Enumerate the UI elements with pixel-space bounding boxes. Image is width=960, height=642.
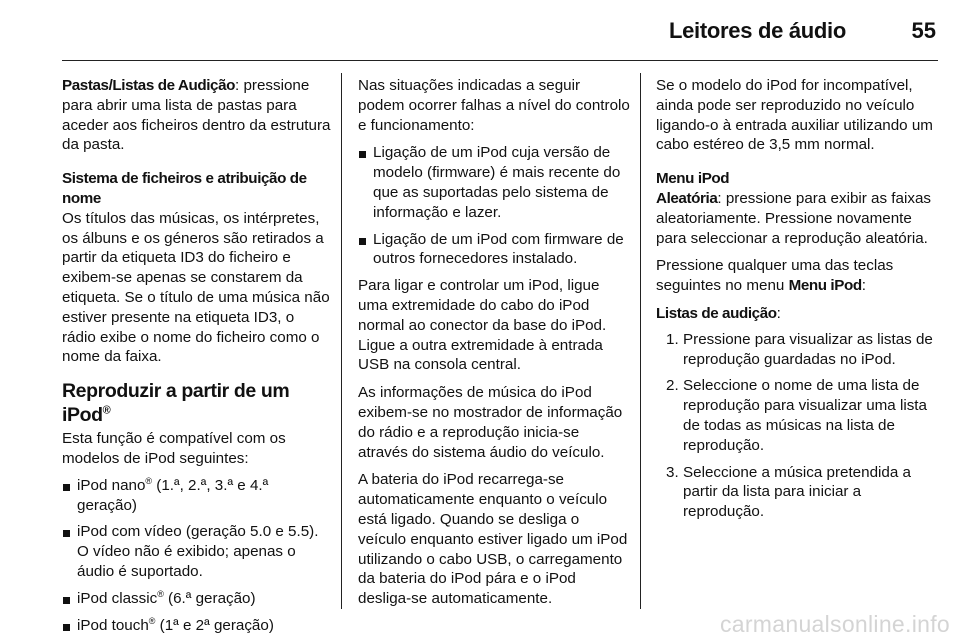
list-item (656, 463, 940, 522)
ipod-compat-intro: Esta função é compatível com os modelos de iPod seguintes: (62, 430, 286, 467)
page-number: 55 (911, 18, 936, 43)
item-text: iPod classic (77, 589, 158, 607)
list-item (656, 376, 940, 455)
folders-text: : pressione para abrir uma lista de pastas para aceder aos ficheiros dentro da estrutura da pasta. (62, 77, 331, 154)
info-paragraph: As informações de música do iPod exibem-se no mostrador de informação do rádio e a reprodução inicia-se através do sistema áudio do veículo. (358, 384, 623, 461)
shuffle-text: : pressione para exibir as faixas aleatoriamente. Pressione novamente para seleccionar a reprodução aleatória. (656, 189, 931, 247)
list-item (358, 143, 630, 222)
failures-intro: Nas situações indicadas a seguir podem ocorrer falhas a nível do controlo e funcionamento: (358, 77, 630, 134)
list-item (62, 589, 332, 609)
filesystem-text: Os títulos das músicas, os intérpretes, os álbuns e os géneros são retirados a partir da etiqueta ID3 do ficheiro e exibem-se apenas se constarem da etiqueta. Se o título de uma música não estiver presente na etiqueta ID3, o rádio exibe o nome do ficheiro como o nome da faixa. (62, 209, 330, 366)
failure-list (358, 143, 630, 269)
header-rule (62, 60, 938, 61)
step-number: 1. (666, 330, 679, 348)
playlist-steps (656, 330, 940, 522)
registered-mark: ® (102, 404, 111, 417)
list-item (62, 476, 332, 516)
ipod-menu-subheading: Menu iPod (656, 170, 730, 188)
list-item (358, 230, 630, 270)
ipod-heading-text: Reproduzir a partir de um iPod (62, 380, 290, 427)
menu-keys-colon: : (861, 277, 866, 295)
playlists-colon: : (776, 304, 781, 322)
bullet-icon (359, 151, 366, 158)
list-item (656, 330, 940, 370)
bullet-icon (359, 238, 366, 245)
item-text: iPod com vídeo (geração 5.0 e 5.5). O vídeo não é exibido; apenas o áudio é suportado. (77, 523, 319, 580)
list-item (62, 522, 332, 581)
registered-mark: ® (148, 615, 156, 626)
item-text: iPod nano (77, 476, 146, 494)
ipod-section-heading (62, 379, 332, 427)
connect-paragraph: Para ligar e controlar um iPod, ligue uma extremidade do cabo do iPod normal ao conector da base do iPod. Ligue a outra extremidade à entrada USB na consola central. (358, 277, 607, 374)
registered-mark: ® (145, 475, 153, 486)
item-text: (6.ª geração) (163, 589, 256, 607)
folders-term: Pastas/Listas de Audição (62, 77, 235, 94)
column-divider-1 (341, 73, 342, 609)
step-text: Seleccione o nome de uma lista de reprodução para visualizar uma lista de todas as músicas na lista de reprodução. (683, 377, 927, 454)
watermark-text: carmanualsonline.info (719, 611, 950, 637)
bullet-icon (63, 530, 70, 537)
menu-name: Menu iPod (788, 277, 862, 295)
column-1 (62, 76, 332, 642)
item-text: iPod touch (77, 616, 149, 634)
item-text: Ligação de um iPod cuja versão de modelo (firmware) é mais recente do que as suportadas pelo sistema de informação e lazer. (373, 144, 621, 221)
step-text: Pressione para visualizar as listas de reprodução guardadas no iPod. (683, 330, 933, 368)
battery-paragraph: A bateria do iPod recarrega-se automaticamente enquanto o veículo está ligado. Quando se desliga o veículo enquanto estiver ligado um iPod utilizando o cabo USB, o carregamento da bateria do iPod pára e o iPod desliga-se automaticamente. (358, 471, 628, 608)
item-text: Ligação de um iPod com firmware de outros fornecedores instalado. (373, 230, 624, 268)
playlists-label (656, 304, 940, 324)
filesystem-section (62, 169, 332, 367)
column-divider-2 (640, 73, 641, 609)
step-number: 3. (666, 463, 679, 481)
menu-keys-text: Pressione qualquer uma das teclas seguintes no menu (656, 257, 894, 295)
registered-mark: ® (157, 588, 164, 599)
step-text: Seleccione a música pretendida a partir da lista para iniciar a reprodução. (683, 463, 911, 521)
playlists-term: Listas de audição (656, 304, 777, 322)
step-number: 2. (666, 377, 679, 395)
column-2 (358, 76, 630, 617)
folders-paragraph (62, 76, 332, 155)
filesystem-subheading: Sistema de ficheiros e atribuição de nome (62, 170, 307, 207)
shuffle-term: Aleatória (656, 189, 718, 207)
column-3 (656, 76, 940, 529)
item-text: (1ª e 2ª geração) (155, 616, 274, 634)
item-text: (1.ª, 2.ª, 3.ª e 4.ª geração) (77, 476, 269, 514)
bullet-icon (63, 484, 70, 491)
watermark (0, 611, 960, 638)
incompatible-paragraph: Se o modelo do iPod for incompatível, ainda pode ser reproduzido no veículo ligando-o à entrada auxiliar utilizando um cabo estéreo de 3,5 mm normal. (656, 77, 933, 154)
bullet-icon (63, 597, 70, 604)
page-title: Leitores de áudio (668, 18, 846, 43)
ipod-menu-section (656, 169, 940, 248)
menu-keys-paragraph (656, 256, 940, 296)
